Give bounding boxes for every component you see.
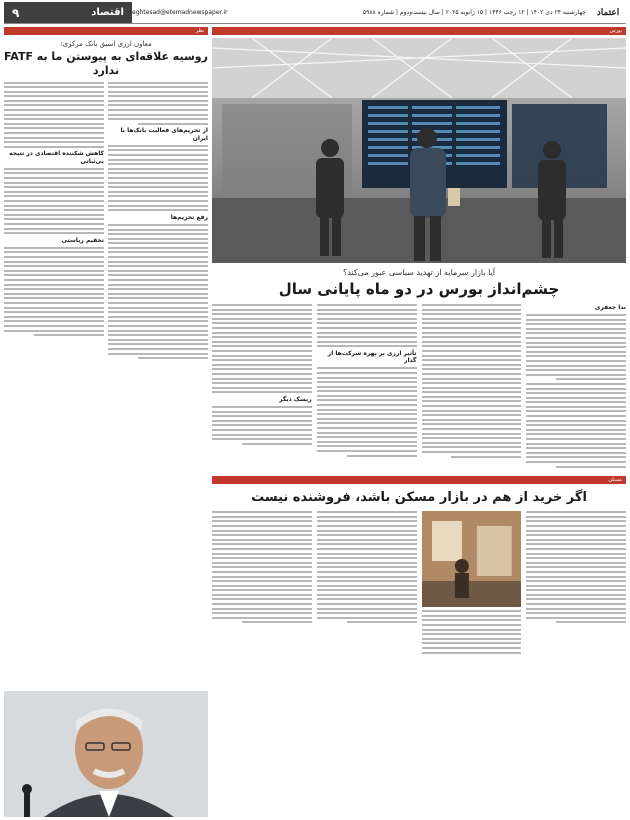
top-story-kicker: آیا بازار سرمایه از تهدید سیاسی عبور می‌کند؟ — [342, 268, 495, 277]
section-header — [4, 2, 132, 23]
stock-exchange-illustration — [212, 38, 626, 263]
story-column — [317, 511, 417, 656]
story-column — [212, 511, 312, 656]
left-column — [4, 27, 208, 817]
author-name: ندا جعفری — [594, 304, 626, 311]
section-title: اقتصاد — [91, 7, 124, 18]
left-text-column — [108, 82, 208, 362]
left-subhead: رفع تحریم‌ها — [170, 213, 208, 221]
bottom-story-body — [212, 511, 626, 656]
left-kicker: معاون ارزی اسبق بانک مرکزی: — [60, 40, 152, 48]
left-subhead: کاهش شکننده اقتصادی در نتیجه بی‌ثباتی — [9, 150, 104, 165]
top-story-headline: چشم‌انداز بورس در دو ماه پایانی سال — [278, 280, 560, 298]
housing-photo — [422, 511, 522, 607]
portrait-photo — [4, 691, 208, 817]
date-line: چهارشنبه ۲۴ دی ۱۴۰۲ | ۱۲ رجب ۱۴۴۶ | ۱۵ ژانویه ۲۰۲۵ | سال بیست‌و‌دوم | شماره ۵۹۸۸ — [362, 9, 586, 16]
main-area — [212, 27, 626, 817]
story-column — [526, 511, 626, 656]
bottom-story-headline: اگر خرید از هم در بازار مسکن باشد، فروشنده نیست — [251, 490, 587, 506]
story-column — [422, 304, 522, 470]
left-subhead: از تحریم‌های فعالیت بانک‌ها با ایران — [120, 127, 208, 142]
email-address: eghtesad@etemadnewspaper.ir — [132, 9, 228, 16]
top-story-body — [212, 304, 626, 470]
photo-column — [422, 511, 522, 656]
housing-illustration — [422, 511, 522, 607]
portrait-illustration — [4, 691, 208, 817]
left-headline: روسیه علاقه‌ای به پیوستن ما به FATF ندارد — [4, 50, 208, 77]
top-story-label: بورس — [212, 27, 626, 35]
newspaper-logo: اعتماد — [596, 7, 620, 18]
page-number: ۹ — [12, 5, 20, 20]
story-column — [526, 304, 626, 470]
story-column — [317, 304, 417, 470]
story-subhead: تأثیر ارزی بر بهره شرکت‌ها از گذار — [327, 349, 417, 365]
story-column — [212, 304, 312, 470]
story-subhead: ریسک دیگر — [279, 395, 312, 403]
left-text-column — [4, 82, 104, 362]
masthead — [4, 2, 626, 24]
left-body — [4, 82, 208, 362]
left-subhead: تحقیم ریاستی — [61, 236, 104, 244]
opinion-label: نظر — [4, 27, 208, 35]
stock-exchange-photo — [212, 38, 626, 263]
bottom-story-label: مسکن — [212, 476, 626, 484]
